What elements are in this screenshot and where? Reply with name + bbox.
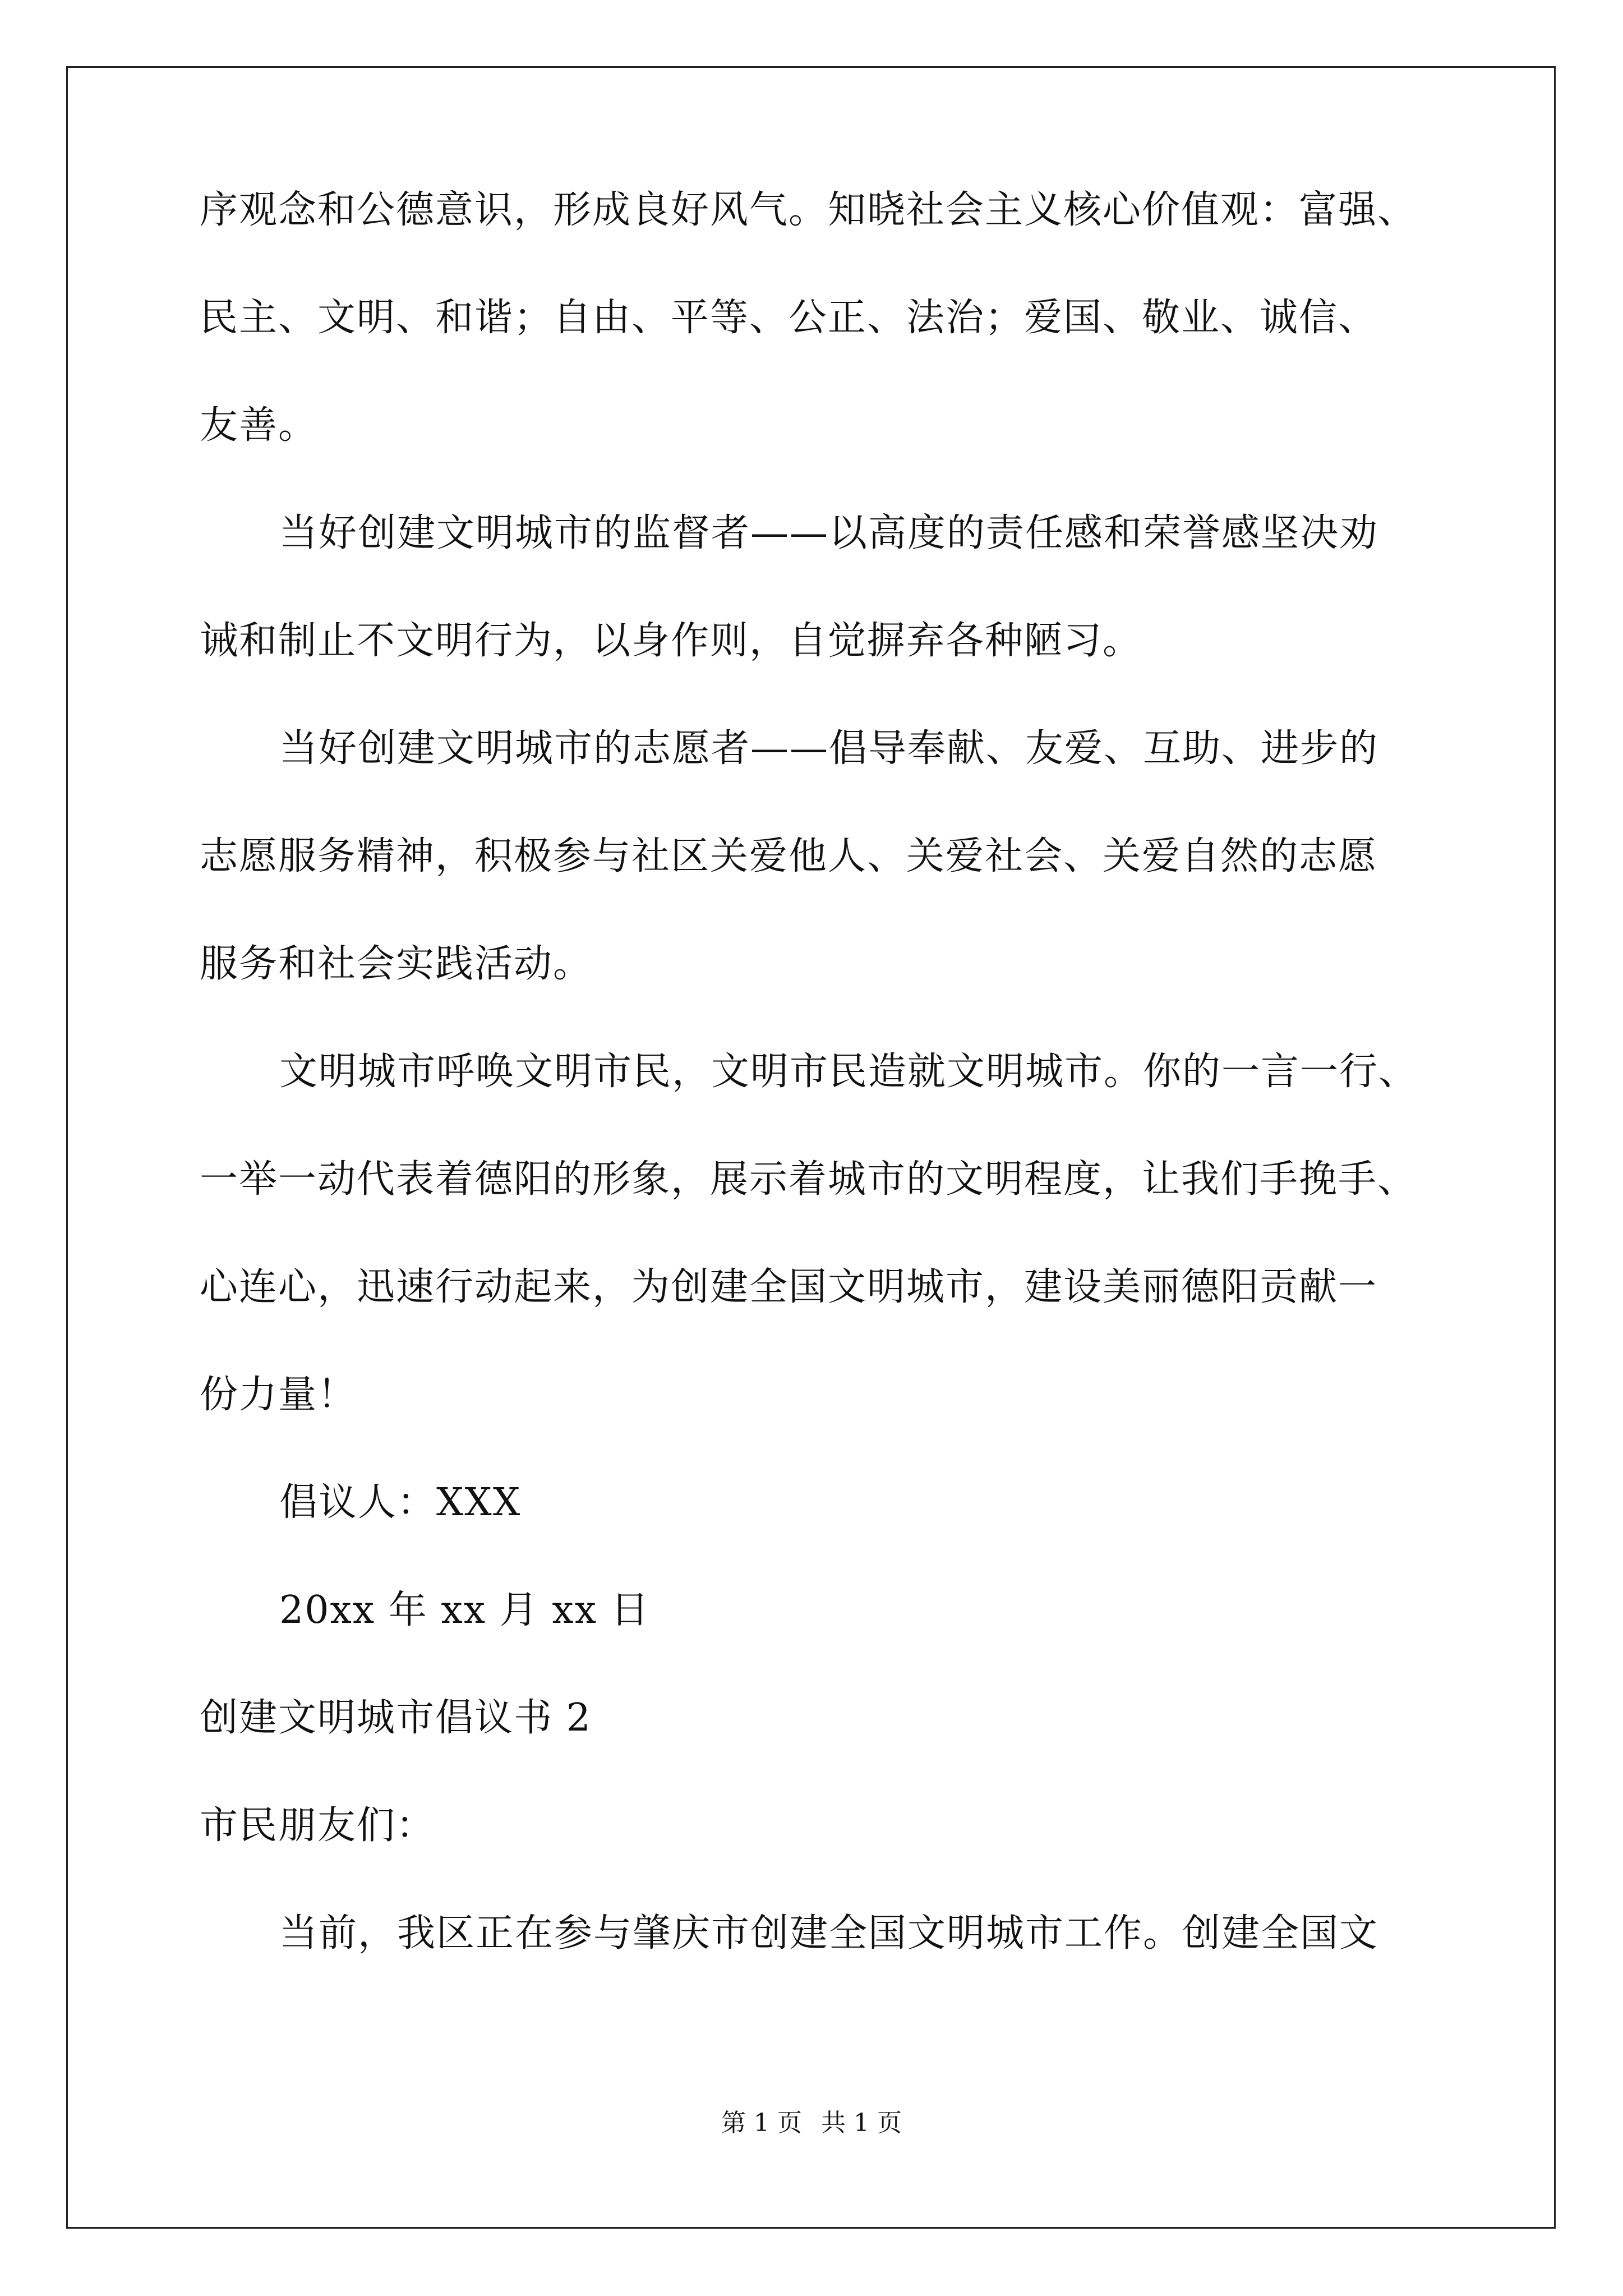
paragraph-line: 友善。 xyxy=(200,403,318,448)
page-total: 共 1 页 xyxy=(821,2109,902,2137)
paragraph-line: 心连心，迅速行动起来，为创建全国文明城市，建设美丽德阳贡献一 xyxy=(200,1265,1378,1309)
date-line: 20xx 年 xx 月 xx 日 xyxy=(279,1588,650,1632)
paragraph-line: 志愿服务精神，积极参与社区关爱他人、关爱社会、关爱自然的志愿 xyxy=(200,834,1378,878)
page-border xyxy=(66,66,1556,2229)
paragraph-line: 文明城市呼唤文明市民，文明市民造就文明城市。你的一言一行、 xyxy=(279,1050,1418,1094)
paragraph-line: 当前，我区正在参与肇庆市创建全国文明城市工作。创建全国文 xyxy=(279,1911,1379,1955)
salutation: 市民朋友们： xyxy=(200,1803,436,1848)
paragraph-line: 诫和制止不文明行为，以身作则，自觉摒弃各种陋习。 xyxy=(200,619,1142,663)
section-title: 创建文明城市倡议书 2 xyxy=(200,1696,592,1740)
page-footer xyxy=(0,2106,1623,2140)
paragraph-line: 当好创建文明城市的志愿者——倡导奉献、友爱、互助、进步的 xyxy=(279,726,1379,771)
paragraph-line: 序观念和公德意识，形成良好风气。知晓社会主义核心价值观：富强、 xyxy=(200,188,1417,232)
paragraph-line: 当好创建文明城市的监督者——以高度的责任感和荣誉感坚决劝 xyxy=(279,511,1379,555)
paragraph-line: 服务和社会实践活动。 xyxy=(200,942,593,986)
page-number: 第 1 页 xyxy=(721,2109,802,2137)
paragraph-line: 一举一动代表着德阳的形象，展示着城市的文明程度，让我们手挽手、 xyxy=(200,1157,1417,1202)
paragraph-line: 民主、文明、和谐；自由、平等、公正、法治；爱国、敬业、诚信、 xyxy=(200,296,1378,340)
signature-line: 倡议人：XXX xyxy=(279,1480,522,1525)
paragraph-line: 份力量！ xyxy=(200,1373,357,1417)
